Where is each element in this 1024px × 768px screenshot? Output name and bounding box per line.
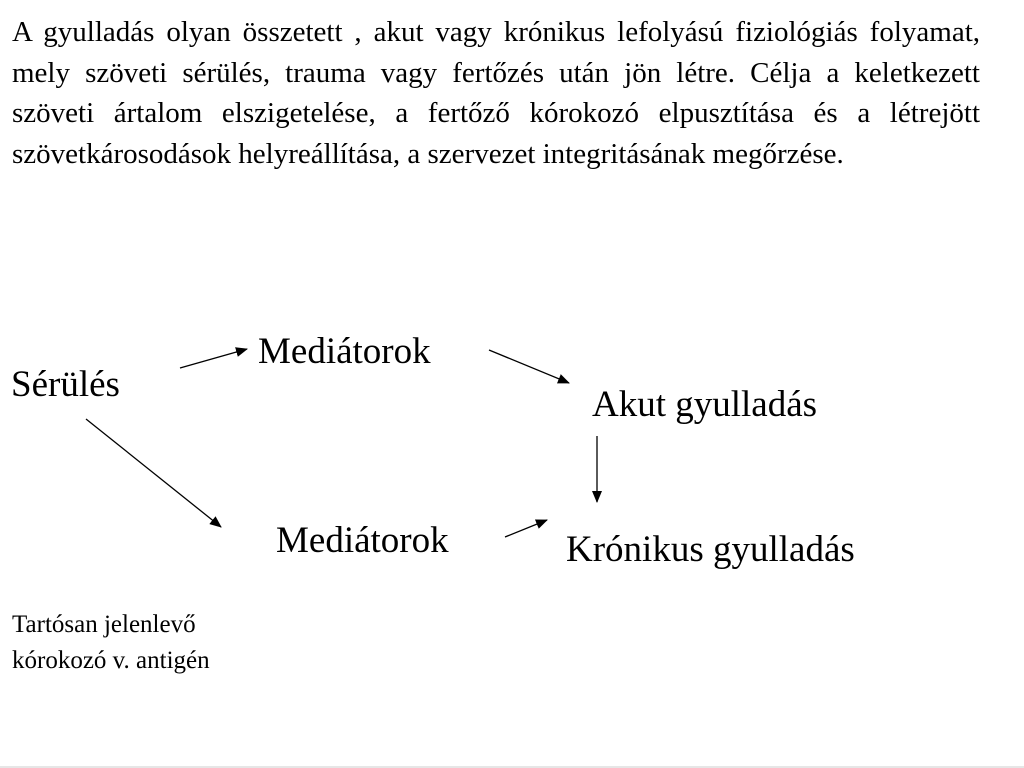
note-line-1: Tartósan jelenlevő	[12, 611, 196, 638]
node-chronic-inflammation: Krónikus gyulladás	[566, 529, 855, 570]
arrow-mediators-bottom-to-chronic	[505, 520, 547, 537]
node-injury: Sérülés	[11, 364, 120, 405]
node-mediators-top: Mediátorok	[258, 331, 431, 372]
note-line-2: kórokozó v. antigén	[12, 647, 210, 674]
node-mediators-bottom: Mediátorok	[276, 520, 449, 561]
intro-paragraph: A gyulladás olyan összetett , akut vagy krónikus lefolyású fiziológiás folyamat, mely szöveti sérülés, trauma vagy fertőzés után jön létre. Célja a keletkezett szöveti ártalom elszigetelése, a fertőző kórokozó elpusztítása és a létrejött szövetkárosodások helyreállítása, a szervezet integritásának megőrzése.	[12, 16, 980, 170]
arrow-mediators-top-to-acute	[489, 350, 569, 383]
arrow-injury-to-mediators-top	[180, 349, 247, 368]
node-acute-inflammation: Akut gyulladás	[592, 384, 818, 425]
arrow-injury-to-mediators-bottom	[86, 419, 221, 527]
persistent-antigen-note	[12, 607, 210, 679]
